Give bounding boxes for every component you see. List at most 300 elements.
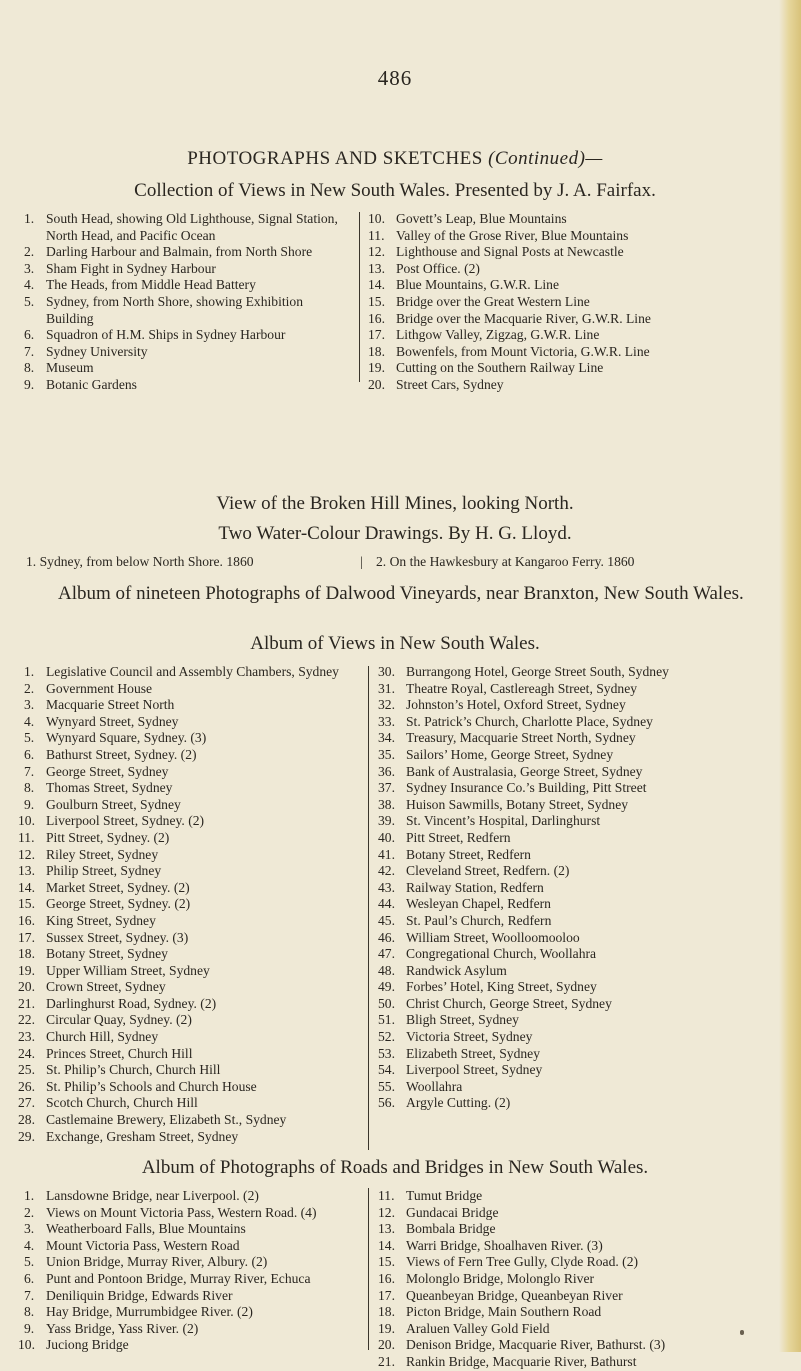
list-item xyxy=(378,780,770,797)
lloyd-item-1: 1. Sydney, from below North Shore. 1860 xyxy=(26,554,254,569)
list-item xyxy=(24,1254,354,1271)
list-item xyxy=(24,1321,354,1338)
item-number: 12. xyxy=(368,244,385,260)
list-item xyxy=(18,1112,354,1129)
item-text: Araluen Valley Gold Field xyxy=(406,1320,550,1336)
item-number: 12. xyxy=(18,846,35,862)
list-item xyxy=(378,1254,770,1271)
item-text: Botany Street, Redfern xyxy=(406,846,531,862)
main-heading-continued: (Continued)— xyxy=(488,148,603,169)
item-text: Street Cars, Sydney xyxy=(396,376,504,392)
item-text: Sailors’ Home, George Street, Sydney xyxy=(406,746,614,762)
item-text: Wesleyan Chapel, Redfern xyxy=(406,896,551,912)
list-item xyxy=(18,995,354,1013)
list-item xyxy=(24,294,346,327)
item-text: Valley of the Grose River, Blue Mountains xyxy=(396,227,629,243)
item-text: Rankin Bridge, Macquarie River, Bathurst xyxy=(406,1353,637,1369)
list-item xyxy=(24,377,346,394)
item-number: 8. xyxy=(24,780,35,796)
item-text: Bridge over the Macquarie River, G.W.R. Line xyxy=(396,310,651,326)
list-item xyxy=(378,1337,770,1354)
list-item xyxy=(18,863,354,880)
list-item xyxy=(18,896,354,913)
print-mark xyxy=(740,1330,744,1335)
item-number: 50. xyxy=(378,995,395,1011)
item-text: The Heads, from Middle Head Battery xyxy=(46,277,256,293)
item-text: Government House xyxy=(46,680,153,696)
item-number: 47. xyxy=(378,946,395,962)
roads-heading: Album of Photographs of Roads and Bridges in New South Wales. xyxy=(141,1157,649,1178)
item-number: 26. xyxy=(18,1078,35,1094)
item-number: 17. xyxy=(378,1287,395,1303)
item-number: 34. xyxy=(378,730,395,746)
item-number: 53. xyxy=(378,1045,395,1061)
list-item xyxy=(378,995,770,1013)
item-number: 45. xyxy=(378,912,395,928)
list-item xyxy=(24,1271,354,1288)
item-number: 1. xyxy=(24,211,35,226)
item-number: 48. xyxy=(378,962,395,978)
list-item xyxy=(378,1304,770,1321)
item-number: 23. xyxy=(18,1029,35,1045)
item-number: 19. xyxy=(378,1320,395,1336)
item-text: William Street, Woolloomooloo xyxy=(406,929,580,945)
item-number: 20. xyxy=(378,1337,395,1353)
item-number: 28. xyxy=(18,1112,35,1128)
item-text: Victoria Street, Sydney xyxy=(406,1029,533,1045)
column-divider xyxy=(368,666,369,1150)
item-text: Lansdowne Bridge, near Liverpool. (2) xyxy=(46,1188,259,1203)
item-number: 6. xyxy=(24,746,35,762)
item-text: Cleveland Street, Redfern. (2) xyxy=(406,863,570,879)
list-item xyxy=(378,1287,770,1305)
list-item xyxy=(368,343,774,361)
item-text: Gundacai Bridge xyxy=(406,1204,499,1220)
item-number: 3. xyxy=(24,697,35,713)
roads-left-column xyxy=(18,1188,354,1354)
list-item xyxy=(378,896,770,913)
item-text: Congregational Church, Woollahra xyxy=(406,946,597,962)
item-text: Lithgow Valley, Zigzag, G.W.R. Line xyxy=(396,327,600,343)
list-item xyxy=(368,327,774,344)
fairfax-heading: Collection of Views in New South Wales. Presented by J. A. Fairfax. xyxy=(134,180,656,201)
item-text: St. Philip’s Church, Church Hill xyxy=(46,1062,221,1078)
item-text: Darling Harbour and Balmain, from North Shore xyxy=(46,244,313,260)
list-item xyxy=(18,1078,354,1096)
list-item xyxy=(18,879,354,897)
item-text: Upper William Street, Sydney xyxy=(46,962,210,978)
item-number: 10. xyxy=(18,813,35,829)
item-number: 52. xyxy=(378,1029,395,1045)
item-number: 13. xyxy=(378,1221,395,1237)
item-number: 14. xyxy=(368,277,385,293)
list-item xyxy=(378,813,770,830)
item-number: 19. xyxy=(18,962,35,978)
item-number: 4. xyxy=(24,1237,35,1253)
list-item xyxy=(378,1237,770,1255)
item-number: 44. xyxy=(378,896,395,912)
list-item xyxy=(18,1128,354,1146)
item-number: 25. xyxy=(18,1062,35,1078)
list-item xyxy=(378,863,770,880)
item-text: Views on Mount Victoria Pass, Western Road. (4) xyxy=(46,1204,317,1220)
list-item xyxy=(24,664,354,681)
item-text: Macquarie Street North xyxy=(46,697,175,713)
item-number: 16. xyxy=(18,912,35,928)
item-number: 7. xyxy=(24,343,35,359)
column-divider xyxy=(359,212,360,382)
item-text: Sydney, from North Shore, showing Exhibition Building xyxy=(46,293,304,326)
item-text: Randwick Asylum xyxy=(406,962,507,978)
item-text: Philip Street, Sydney xyxy=(46,863,162,879)
item-text: Crown Street, Sydney xyxy=(46,979,166,995)
main-heading-text: PHOTOGRAPHS AND SKETCHES xyxy=(187,148,483,169)
item-number: 7. xyxy=(24,763,35,779)
item-number: 2. xyxy=(24,680,35,696)
item-number: 43. xyxy=(378,879,395,895)
list-item xyxy=(378,763,770,781)
list-item xyxy=(378,962,770,980)
item-text: Goulburn Street, Sydney xyxy=(46,796,181,812)
item-text: Weatherboard Falls, Blue Mountains xyxy=(46,1221,246,1237)
list-item xyxy=(378,929,770,947)
item-number: 6. xyxy=(24,1270,35,1286)
item-text: Lighthouse and Signal Posts at Newcastle xyxy=(396,244,624,260)
item-text: Cutting on the Southern Railway Line xyxy=(396,360,604,376)
list-item xyxy=(18,912,354,930)
item-number: 13. xyxy=(368,260,385,276)
item-number: 5. xyxy=(24,730,35,746)
list-item xyxy=(24,747,354,764)
list-item xyxy=(24,1188,354,1205)
list-item xyxy=(24,697,354,714)
page-number: 486 xyxy=(377,66,413,90)
item-number: 21. xyxy=(378,1353,395,1369)
list-item xyxy=(24,261,346,278)
item-text: Museum xyxy=(46,360,94,376)
item-text: Deniliquin Bridge, Edwards River xyxy=(46,1287,233,1303)
list-item xyxy=(368,376,774,394)
item-number: 35. xyxy=(378,746,395,762)
list-item xyxy=(18,829,354,847)
item-text: Sydney University xyxy=(46,343,148,359)
item-number: 7. xyxy=(24,1287,35,1303)
item-text: Bligh Street, Sydney xyxy=(406,1012,519,1028)
item-text: Scotch Church, Church Hill xyxy=(46,1095,198,1111)
list-item xyxy=(378,946,770,963)
item-text: Views of Fern Tree Gully, Clyde Road. (2) xyxy=(406,1254,639,1270)
item-text: Mount Victoria Pass, Western Road xyxy=(46,1237,240,1253)
list-item xyxy=(18,1095,354,1112)
list-item xyxy=(378,1353,770,1371)
list-item xyxy=(24,277,346,294)
item-text: George Street, Sydney xyxy=(46,763,169,779)
item-text: Church Hill, Sydney xyxy=(46,1029,159,1045)
item-number: 54. xyxy=(378,1062,395,1078)
item-text: Botanic Gardens xyxy=(46,376,137,392)
item-text: Punt and Pontoon Bridge, Murray River, Echuca xyxy=(46,1270,311,1286)
list-item xyxy=(24,327,346,344)
list-item xyxy=(368,211,774,228)
list-item xyxy=(378,746,770,764)
item-number: 4. xyxy=(24,277,35,293)
list-item xyxy=(24,1221,354,1238)
list-item xyxy=(24,360,346,377)
list-item xyxy=(18,962,354,980)
item-text: South Head, showing Old Lighthouse, Signal Station, North Head, and Pacific Ocean xyxy=(46,211,338,243)
item-number: 33. xyxy=(378,713,395,729)
item-number: 14. xyxy=(18,879,35,895)
item-number: 55. xyxy=(378,1078,395,1094)
item-number: 39. xyxy=(378,813,395,829)
list-item xyxy=(18,1062,354,1079)
item-text: Liverpool Street, Sydney. (2) xyxy=(46,813,205,829)
list-item xyxy=(18,1045,354,1063)
item-number: 30. xyxy=(378,664,395,679)
item-number: 11. xyxy=(378,1188,395,1203)
item-number: 10. xyxy=(18,1337,35,1353)
item-number: 1. xyxy=(24,1188,35,1203)
list-item xyxy=(18,1012,354,1029)
item-text: Huison Sawmills, Botany Street, Sydney xyxy=(406,796,629,812)
item-text: Princes Street, Church Hill xyxy=(46,1045,193,1061)
item-text: Wynyard Street, Sydney xyxy=(46,713,179,729)
item-text: Thomas Street, Sydney xyxy=(46,780,173,796)
item-text: King Street, Sydney xyxy=(46,912,156,928)
item-text: Pitt Street, Sydney. (2) xyxy=(46,829,170,845)
item-number: 15. xyxy=(18,896,35,912)
item-text: Denison Bridge, Macquarie River, Bathurst. (3) xyxy=(406,1337,666,1353)
list-item xyxy=(378,912,770,930)
item-number: 3. xyxy=(24,1221,35,1237)
item-number: 18. xyxy=(368,343,385,359)
list-item xyxy=(24,1238,354,1255)
item-number: 3. xyxy=(24,260,35,276)
item-number: 11. xyxy=(368,227,385,243)
list-item xyxy=(378,879,770,897)
list-item xyxy=(24,764,354,781)
list-item xyxy=(24,211,346,244)
item-number: 15. xyxy=(378,1254,395,1270)
item-text: Hay Bridge, Murrumbidgee River. (2) xyxy=(46,1304,253,1320)
item-number: 37. xyxy=(378,780,395,796)
item-text: George Street, Sydney. (2) xyxy=(46,896,191,912)
dalwood-heading: Album of nineteen Photographs of Dalwood Vineyards, near Branxton, New South Wales. xyxy=(58,583,744,604)
item-number: 31. xyxy=(378,680,395,696)
list-item xyxy=(378,1320,770,1338)
list-item xyxy=(18,1029,354,1046)
main-heading xyxy=(0,148,790,170)
list-item xyxy=(378,1188,770,1205)
list-item xyxy=(24,681,354,698)
list-item xyxy=(378,1045,770,1063)
item-number: 2. xyxy=(24,1204,35,1220)
item-text: Railway Station, Redfern xyxy=(406,879,544,895)
item-text: Woollahra xyxy=(406,1078,463,1094)
item-text: Forbes’ Hotel, King Street, Sydney xyxy=(406,979,597,995)
item-number: 49. xyxy=(378,979,395,995)
item-number: 8. xyxy=(24,1304,35,1320)
item-text: Sydney Insurance Co.’s Building, Pitt Street xyxy=(406,780,647,796)
item-text: Liverpool Street, Sydney xyxy=(406,1062,543,1078)
list-item xyxy=(18,1337,354,1354)
list-item xyxy=(24,1304,354,1321)
item-number: 19. xyxy=(368,360,385,376)
item-text: Post Office. (2) xyxy=(396,260,480,276)
list-item xyxy=(378,664,770,681)
list-item xyxy=(18,929,354,947)
list-item xyxy=(378,730,770,747)
page-edge-shading xyxy=(779,0,801,1352)
views-album-left-column xyxy=(18,664,354,1145)
list-item xyxy=(368,260,774,278)
item-text: Warri Bridge, Shoalhaven River. (3) xyxy=(406,1237,603,1253)
list-item xyxy=(368,310,774,328)
item-text: Pitt Street, Redfern xyxy=(406,829,511,845)
item-number: 24. xyxy=(18,1045,35,1061)
item-number: 36. xyxy=(378,763,395,779)
item-number: 41. xyxy=(378,846,395,862)
item-number: 4. xyxy=(24,713,35,729)
item-text: Sham Fight in Sydney Harbour xyxy=(46,260,216,276)
item-text: Elizabeth Street, Sydney xyxy=(406,1045,541,1061)
item-text: Bombala Bridge xyxy=(406,1221,496,1237)
item-number: 21. xyxy=(18,995,35,1011)
list-item xyxy=(24,780,354,797)
item-number: 5. xyxy=(24,293,35,309)
list-item xyxy=(378,846,770,864)
item-number: 12. xyxy=(378,1204,395,1220)
list-item xyxy=(24,730,354,747)
views-album-heading: Album of Views in New South Wales. xyxy=(250,633,540,654)
item-number: 6. xyxy=(24,327,35,343)
item-number: 38. xyxy=(378,796,395,812)
item-text: Bank of Australasia, George Street, Sydney xyxy=(406,763,643,779)
views-album-right-column xyxy=(378,664,770,1112)
list-item xyxy=(24,1288,354,1305)
item-number: 17. xyxy=(368,327,385,343)
item-text: Yass Bridge, Yass River. (2) xyxy=(46,1320,199,1336)
item-text: Juciong Bridge xyxy=(46,1337,129,1353)
item-text: St. Philip’s Schools and Church House xyxy=(46,1078,257,1094)
item-text: Union Bridge, Murray River, Albury. (2) xyxy=(46,1254,268,1270)
list-item xyxy=(378,1270,770,1288)
item-number: 1. xyxy=(24,664,35,679)
item-text: Tumut Bridge xyxy=(406,1188,483,1203)
column-divider xyxy=(368,1188,369,1350)
item-number: 18. xyxy=(18,946,35,962)
list-item xyxy=(24,797,354,814)
list-item xyxy=(18,813,354,830)
item-text: St. Patrick’s Church, Charlotte Place, Sydney xyxy=(406,713,653,729)
item-number: 20. xyxy=(18,979,35,995)
item-text: Circular Quay, Sydney. (2) xyxy=(46,1012,192,1028)
item-number: 40. xyxy=(378,829,395,845)
list-item xyxy=(378,979,770,996)
item-text: Argyle Cutting. (2) xyxy=(406,1095,511,1111)
fairfax-left-column xyxy=(24,211,346,394)
item-text: Queanbeyan Bridge, Queanbeyan River xyxy=(406,1287,623,1303)
item-number: 27. xyxy=(18,1095,35,1111)
item-text: Riley Street, Sydney xyxy=(46,846,159,862)
roads-right-column xyxy=(378,1188,770,1371)
item-number: 9. xyxy=(24,376,35,392)
list-item xyxy=(18,979,354,996)
item-number: 15. xyxy=(368,293,385,309)
item-text: Molonglo Bridge, Molonglo River xyxy=(406,1270,595,1286)
item-number: 16. xyxy=(378,1270,395,1286)
item-number: 32. xyxy=(378,697,395,713)
fairfax-right-column xyxy=(368,211,774,394)
item-text: Blue Mountains, G.W.R. Line xyxy=(396,277,559,293)
item-text: Sussex Street, Sydney. (3) xyxy=(46,929,189,945)
item-text: Legislative Council and Assembly Chambers, Sydney xyxy=(46,664,339,679)
list-item xyxy=(368,277,774,294)
item-number: 22. xyxy=(18,1012,35,1028)
list-item xyxy=(378,1029,770,1046)
list-item xyxy=(378,1204,770,1222)
item-text: Market Street, Sydney. (2) xyxy=(46,879,190,895)
list-item xyxy=(24,714,354,731)
item-number: 51. xyxy=(378,1012,395,1028)
item-text: St. Paul’s Church, Redfern xyxy=(406,912,552,928)
list-item xyxy=(378,697,770,714)
list-item xyxy=(378,713,770,731)
item-text: Castlemaine Brewery, Elizabeth St., Sydney xyxy=(46,1112,287,1128)
list-item xyxy=(378,1062,770,1079)
item-text: Theatre Royal, Castlereagh Street, Sydney xyxy=(406,680,638,696)
item-number: 2. xyxy=(24,244,35,260)
item-text: Bowenfels, from Mount Victoria, G.W.R. Line xyxy=(396,343,650,359)
lloyd-separator: | xyxy=(360,554,363,569)
list-item xyxy=(24,1205,354,1222)
list-item xyxy=(378,796,770,814)
item-text: Burrangong Hotel, George Street South, Sydney xyxy=(406,664,669,679)
item-number: 8. xyxy=(24,360,35,376)
list-item xyxy=(368,360,774,377)
item-number: 13. xyxy=(18,863,35,879)
item-number: 16. xyxy=(368,310,385,326)
item-number: 5. xyxy=(24,1254,35,1270)
item-text: St. Vincent’s Hospital, Darlinghurst xyxy=(406,813,601,829)
broken-hill-heading: View of the Broken Hill Mines, looking North. xyxy=(216,493,574,514)
item-number: 56. xyxy=(378,1095,395,1111)
list-item xyxy=(18,946,354,963)
list-item xyxy=(368,293,774,311)
list-item xyxy=(368,244,774,261)
list-item xyxy=(378,1221,770,1238)
item-number: 42. xyxy=(378,863,395,879)
item-text: Picton Bridge, Main Southern Road xyxy=(406,1304,602,1320)
item-text: Bridge over the Great Western Line xyxy=(396,293,590,309)
item-number: 46. xyxy=(378,929,395,945)
item-number: 14. xyxy=(378,1237,395,1253)
item-number: 20. xyxy=(368,376,385,392)
list-item xyxy=(24,244,346,261)
lloyd-item-2: 2. On the Hawkesbury at Kangaroo Ferry. 1860 xyxy=(376,554,635,569)
list-item xyxy=(18,846,354,864)
list-item xyxy=(378,1095,770,1112)
item-text: Bathurst Street, Sydney. (2) xyxy=(46,746,197,762)
item-number: 17. xyxy=(18,929,35,945)
item-text: Exchange, Gresham Street, Sydney xyxy=(46,1128,239,1144)
item-text: Darlinghurst Road, Sydney. (2) xyxy=(46,995,217,1011)
item-text: Christ Church, George Street, Sydney xyxy=(406,995,612,1011)
item-text: Squadron of H.M. Ships in Sydney Harbour xyxy=(46,327,286,343)
item-number: 9. xyxy=(24,1320,35,1336)
item-text: Govett’s Leap, Blue Mountains xyxy=(396,211,567,226)
list-item xyxy=(378,829,770,847)
